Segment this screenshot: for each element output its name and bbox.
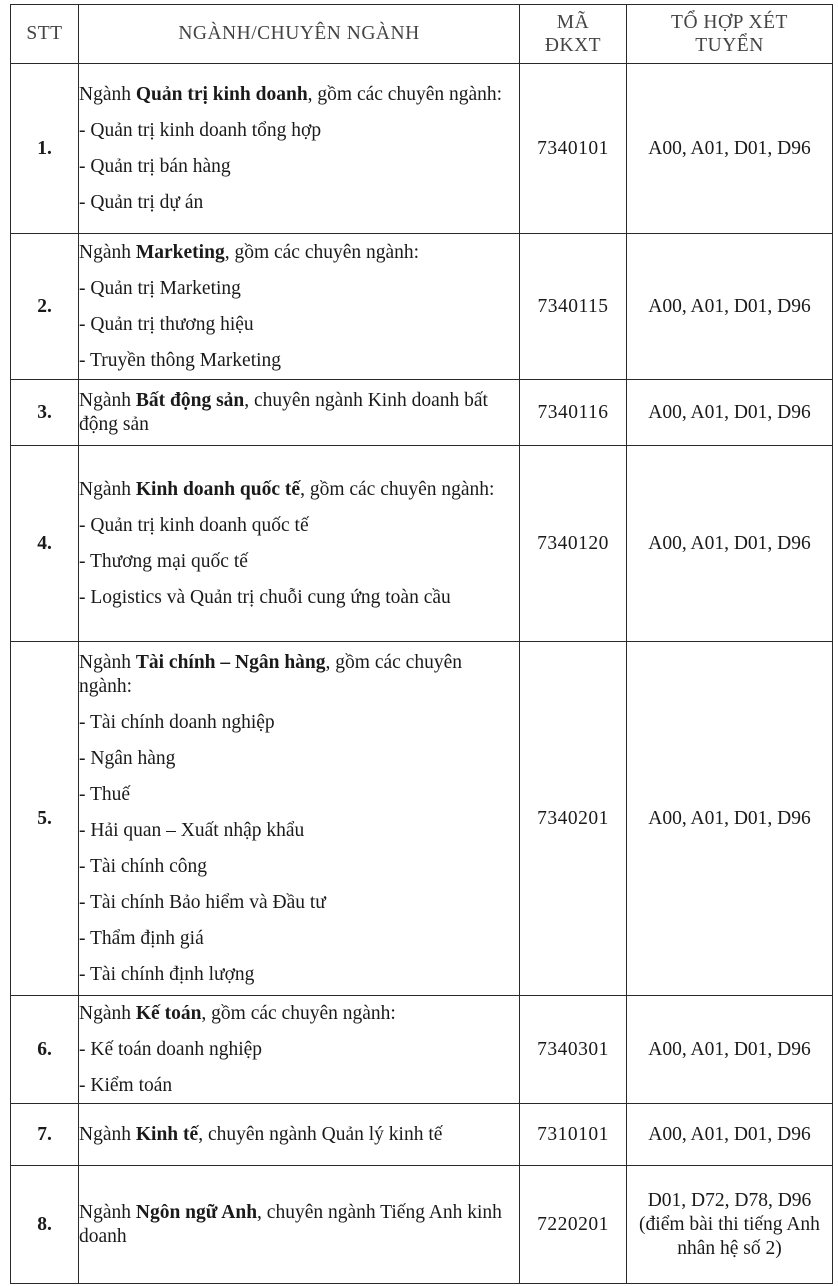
majors-table bbox=[10, 4, 833, 1284]
row-description bbox=[79, 446, 520, 642]
specialization-item: - Quản trị kinh doanh quốc tế bbox=[79, 514, 309, 536]
row-description bbox=[79, 64, 520, 234]
specialization-item: - Quản trị thương hiệu bbox=[79, 313, 254, 335]
row-description bbox=[79, 234, 520, 380]
major-lead-text bbox=[79, 1123, 519, 1147]
row-stt: 6. bbox=[11, 996, 79, 1104]
specialization-item: - Quản trị bán hàng bbox=[79, 155, 231, 177]
major-suffix: , gồm các chuyên ngành: bbox=[201, 1002, 396, 1024]
row-combination: A00, A01, D01, D96 bbox=[627, 1104, 833, 1166]
row-combination: A00, A01, D01, D96 bbox=[627, 380, 833, 446]
specialization-item: - Kiểm toán bbox=[79, 1074, 173, 1096]
specialization-item: - Truyền thông Marketing bbox=[79, 349, 282, 371]
table-row bbox=[11, 1104, 833, 1166]
major-prefix: Ngành bbox=[79, 478, 136, 500]
specialization-item: - Thẩm định giá bbox=[79, 927, 204, 949]
major-name: Kế toán bbox=[135, 1002, 202, 1024]
specialization-item: - Hải quan – Xuất nhập khẩu bbox=[79, 819, 305, 841]
header-tohop-line1: TỔ HỢP XÉT bbox=[671, 12, 788, 33]
header-tohop-line2: TUYỂN bbox=[695, 35, 764, 56]
major-lead-text bbox=[79, 1201, 519, 1249]
major-prefix: Ngành bbox=[79, 1201, 136, 1223]
row-description bbox=[79, 380, 520, 446]
row-stt: 3. bbox=[11, 380, 79, 446]
major-prefix: Ngành bbox=[79, 241, 136, 263]
specialization-item: - Tài chính Bảo hiểm và Đầu tư bbox=[79, 891, 326, 913]
header-nganh-label: NGÀNH/CHUYÊN NGÀNH bbox=[178, 23, 420, 44]
row-combination: D01, D72, D78, D96 (điểm bài thi tiếng Anh nhân hệ số 2) bbox=[627, 1166, 833, 1284]
row-stt: 4. bbox=[11, 446, 79, 642]
major-prefix: Ngành bbox=[79, 651, 136, 673]
major-prefix: Ngành bbox=[79, 83, 136, 105]
major-lead-text bbox=[79, 478, 519, 502]
specialization-item: - Tài chính doanh nghiệp bbox=[79, 711, 275, 733]
specialization-item: - Thương mại quốc tế bbox=[79, 550, 248, 572]
table-row bbox=[11, 642, 833, 996]
row-code: 7340301 bbox=[520, 996, 627, 1104]
major-suffix: , gồm các chuyên ngành: bbox=[224, 241, 420, 263]
header-row bbox=[11, 5, 833, 64]
major-lead-text bbox=[79, 241, 519, 265]
row-description bbox=[79, 642, 520, 996]
row-stt: 7. bbox=[11, 1104, 79, 1166]
major-lead-text bbox=[79, 1002, 519, 1026]
table-row bbox=[11, 64, 833, 234]
major-lead-text bbox=[79, 83, 519, 107]
specialization-item: - Thuế bbox=[79, 783, 131, 805]
row-stt: 1. bbox=[11, 64, 79, 234]
table-row bbox=[11, 380, 833, 446]
major-suffix: , chuyên ngành Kinh doanh bất động sản bbox=[79, 389, 488, 435]
major-name: Quản trị kinh doanh bbox=[135, 83, 308, 105]
table-row bbox=[11, 446, 833, 642]
major-prefix: Ngành bbox=[79, 1002, 136, 1024]
row-stt: 5. bbox=[11, 642, 79, 996]
row-code: 7340116 bbox=[520, 380, 627, 446]
row-combination: A00, A01, D01, D96 bbox=[627, 642, 833, 996]
row-description bbox=[79, 996, 520, 1104]
header-ma-line2: ĐKXT bbox=[544, 35, 602, 56]
row-code: 7340120 bbox=[520, 446, 627, 642]
header-ma bbox=[520, 5, 627, 64]
major-suffix: , gồm các chuyên ngành: bbox=[79, 651, 462, 697]
row-code: 7340115 bbox=[520, 234, 627, 380]
specialization-item: - Quản trị kinh doanh tổng hợp bbox=[79, 119, 322, 141]
major-name: Kinh doanh quốc tế bbox=[135, 478, 301, 500]
row-combination: A00, A01, D01, D96 bbox=[627, 64, 833, 234]
header-ma-line1: MÃ bbox=[556, 12, 590, 33]
specialization-item: - Kế toán doanh nghiệp bbox=[79, 1038, 263, 1060]
table-body bbox=[11, 64, 833, 1284]
major-suffix: , chuyên ngành Quản lý kinh tế bbox=[198, 1123, 443, 1145]
major-suffix: , gồm các chuyên ngành: bbox=[307, 83, 503, 105]
header-tohop bbox=[627, 5, 833, 64]
row-stt: 2. bbox=[11, 234, 79, 380]
specialization-item: - Tài chính định lượng bbox=[79, 963, 255, 985]
table-row bbox=[11, 1166, 833, 1284]
major-name: Ngôn ngữ Anh bbox=[135, 1201, 258, 1223]
row-combination: A00, A01, D01, D96 bbox=[627, 234, 833, 380]
major-suffix: , gồm các chuyên ngành: bbox=[300, 478, 495, 500]
row-code: 7220201 bbox=[520, 1166, 627, 1284]
row-combination: A00, A01, D01, D96 bbox=[627, 446, 833, 642]
row-code: 7340201 bbox=[520, 642, 627, 996]
header-stt bbox=[11, 5, 79, 64]
major-name: Tài chính – Ngân hàng bbox=[135, 651, 326, 673]
row-combination: A00, A01, D01, D96 bbox=[627, 996, 833, 1104]
table-row bbox=[11, 234, 833, 380]
major-prefix: Ngành bbox=[79, 1123, 136, 1145]
major-name: Kinh tế bbox=[135, 1123, 199, 1145]
row-code: 7340101 bbox=[520, 64, 627, 234]
specialization-item: - Quản trị Marketing bbox=[79, 277, 241, 299]
row-stt: 8. bbox=[11, 1166, 79, 1284]
major-prefix: Ngành bbox=[79, 389, 136, 411]
row-description bbox=[79, 1104, 520, 1166]
specialization-item: - Ngân hàng bbox=[79, 747, 176, 769]
major-name: Bất động sản bbox=[135, 389, 245, 411]
header-nganh bbox=[79, 5, 520, 64]
specialization-item: - Quản trị dự án bbox=[79, 191, 204, 213]
header-stt-label: STT bbox=[26, 23, 63, 44]
row-description bbox=[79, 1166, 520, 1284]
specialization-item: - Logistics và Quản trị chuỗi cung ứng toàn cầu bbox=[79, 586, 451, 608]
row-code: 7310101 bbox=[520, 1104, 627, 1166]
specialization-item: - Tài chính công bbox=[79, 855, 207, 877]
major-name: Marketing bbox=[135, 241, 225, 263]
table-row bbox=[11, 996, 833, 1104]
major-lead-text bbox=[79, 389, 519, 437]
major-suffix: , chuyên ngành Tiếng Anh kinh doanh bbox=[79, 1201, 502, 1247]
major-lead-text bbox=[79, 651, 519, 699]
